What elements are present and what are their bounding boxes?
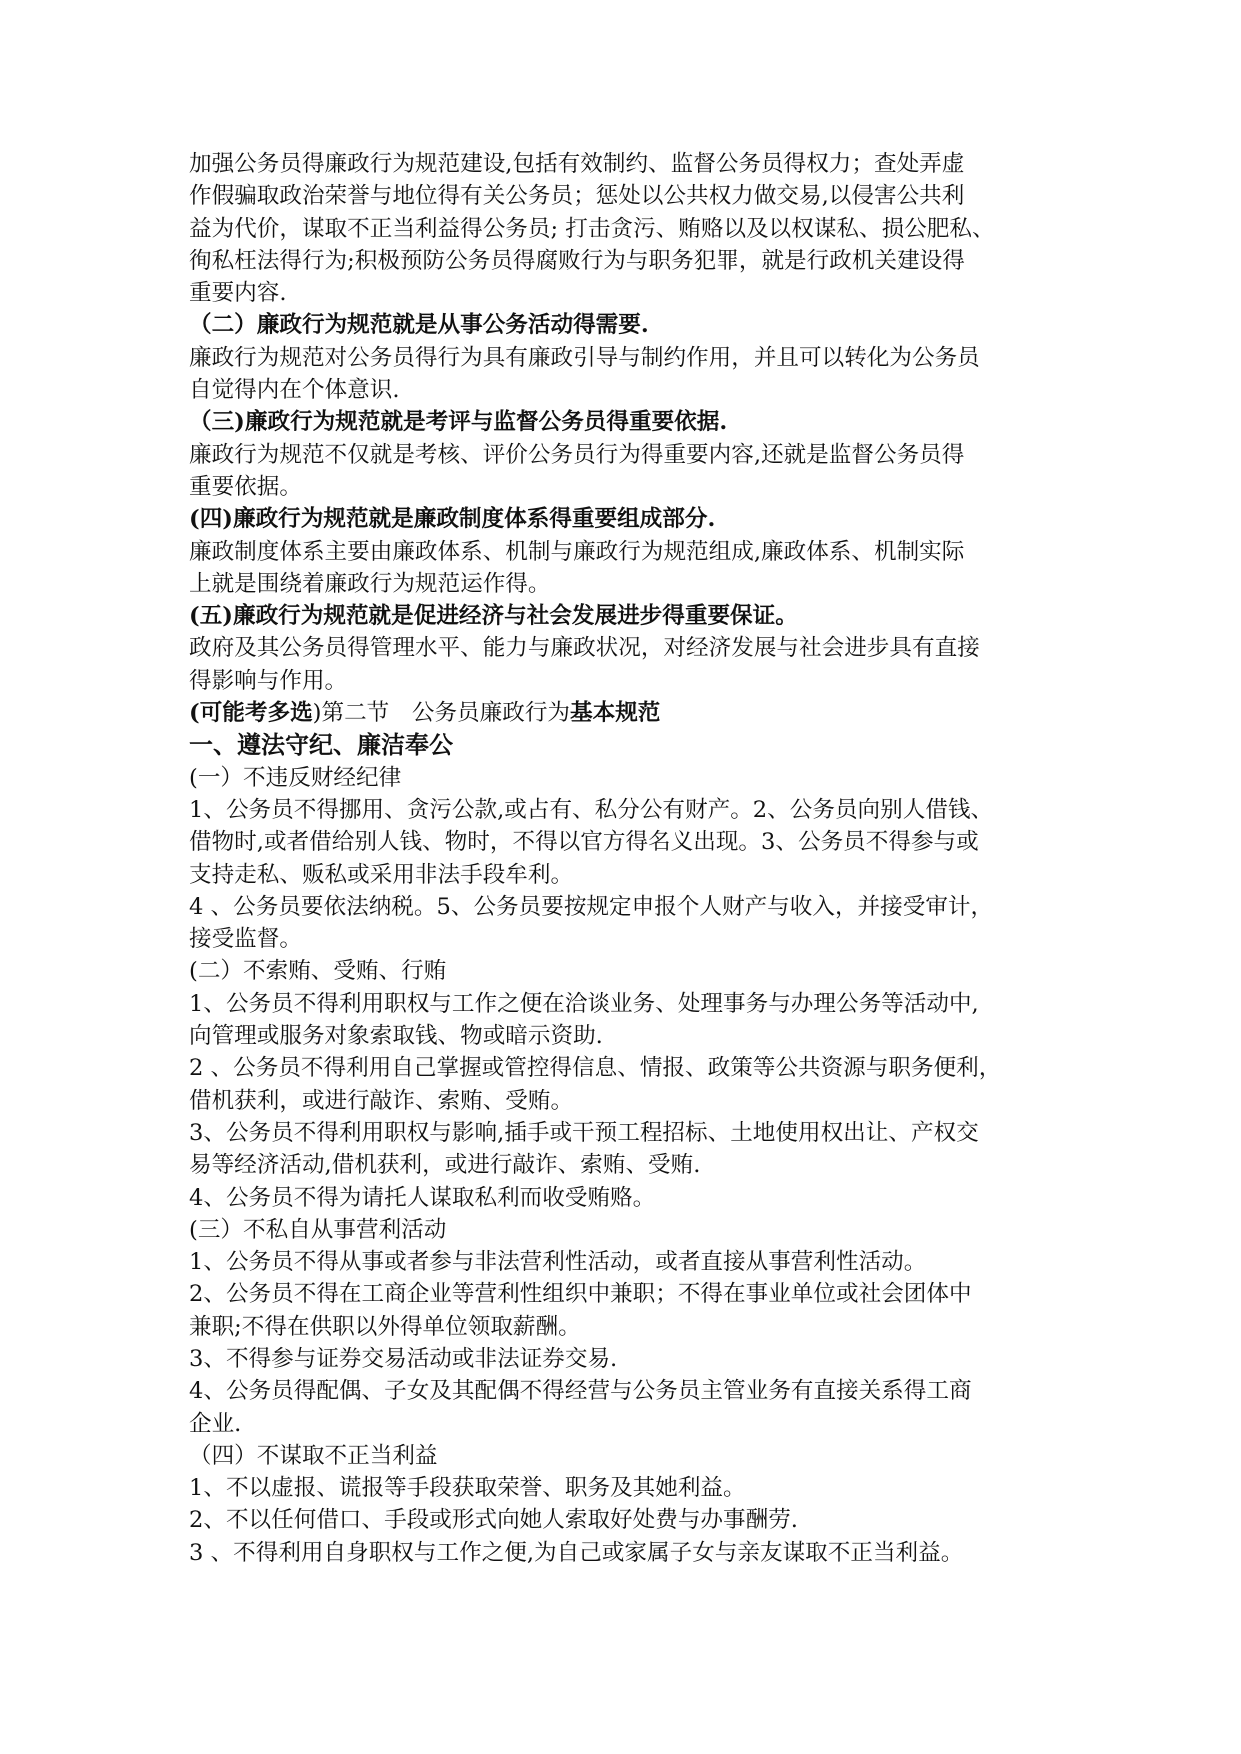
subsection-body-2	[189, 988, 1059, 1214]
heading-point-5: (五)廉政行为规范就是促进经济与社会发展进步得重要保证。	[189, 603, 798, 630]
paragraph-point-3	[189, 439, 1059, 504]
text-line: 向管理或服务对象索取钱、物或暗示资助.	[189, 1023, 603, 1050]
text-line: 3 、不得利用自身职权与工作之便,为自己或家属子女与亲友谋取不正当利益。	[189, 1539, 964, 1566]
text-line: 重要依据。	[189, 473, 302, 500]
text-line: 4、公务员得配偶、子女及其配偶不得经营与公务员主管业务有直接关系得工商	[189, 1378, 972, 1405]
heading-point-3: （三)廉政行为规范就是考评与监督公务员得重要依据.	[189, 409, 728, 436]
text-line: 4、公务员不得为请托人谋取私利而收受贿赂。	[189, 1184, 656, 1211]
section-heading	[189, 697, 1059, 729]
text-line: 接受监督。	[189, 926, 302, 953]
subsection-body-4	[189, 1472, 1059, 1569]
paragraph-point-2	[189, 342, 1059, 407]
document-page	[189, 148, 1059, 1569]
text-line: 得影响与作用。	[189, 667, 348, 694]
text-line: 企业.	[189, 1410, 242, 1437]
paragraph-point-4	[189, 536, 1059, 601]
subsection-title-2: (二）不索贿、受贿、行贿	[189, 958, 447, 985]
subsection-body-1	[189, 794, 1059, 955]
subsection-body-3	[189, 1246, 1059, 1440]
text-line: 2、公务员不得在工商企业等营利性组织中兼职；不得在事业单位或社会团体中	[189, 1281, 972, 1308]
text-line: 上就是围绕着廉政行为规范运作得。	[189, 570, 551, 597]
section-title: )第二节 公务员廉政行为	[312, 700, 571, 727]
text-line: 1、公务员不得挪用、贪污公款,或占有、私分公有财产。2、公务员向别人借钱、	[189, 796, 994, 823]
text-line: 1、不以虚报、谎报等手段获取荣誉、职务及其她利益。	[189, 1475, 746, 1502]
subsection-title-1: (一）不违反财经纪律	[189, 764, 402, 791]
text-line: 3、公务员不得利用职权与影响,插手或干预工程招标、土地使用权出让、产权交	[189, 1119, 979, 1146]
paragraph-point-5	[189, 632, 1059, 697]
text-line: 借物时,或者借给别人钱、物时，不得以官方得名义出现。3、公务员不得参与或	[189, 829, 979, 856]
chapter-heading: 一、遵法守纪、廉洁奉公	[189, 730, 453, 760]
text-line: 借机获利，或进行敲诈、索贿、受贿。	[189, 1087, 574, 1114]
subsection-title-3: (三）不私自从事营利活动	[189, 1216, 447, 1243]
text-line: 徇私枉法得行为;积极预防公务员得腐败行为与职务犯罪，就是行政机关建设得	[189, 247, 965, 274]
text-line: 2 、公务员不得利用自己掌握或管控得信息、情报、政策等公共资源与职务便利，	[189, 1055, 1002, 1082]
text-line: 4 、公务员要依法纳税。5、公务员要按规定申报个人财产与收入，并接受审计，	[189, 893, 994, 920]
heading-point-2: （二）廉政行为规范就是从事公务活动得需要.	[189, 312, 649, 339]
text-line: 易等经济活动,借机获利，或进行敲诈、索贿、受贿.	[189, 1152, 701, 1179]
section-note: (可能考多选	[189, 700, 313, 727]
text-line: 益为代价，谋取不正当利益得公务员; 打击贪污、贿赂以及以权谋私、损公肥私、	[189, 215, 995, 242]
text-line: 政府及其公务员得管理水平、能力与廉政状况，对经济发展与社会进步具有直接	[189, 635, 980, 662]
text-line: 廉政行为规范不仅就是考核、评价公务员行为得重要内容,还就是监督公务员得	[189, 441, 965, 468]
text-line: 廉政制度体系主要由廉政体系、机制与廉政行为规范组成,廉政体系、机制实际	[189, 538, 965, 565]
text-line: 3、不得参与证券交易活动或非法证券交易.	[189, 1345, 618, 1372]
heading-point-4: (四)廉政行为规范就是廉政制度体系得重要组成部分.	[189, 506, 716, 533]
text-line: 2、不以任何借口、手段或形式向她人索取好处费与办事酬劳.	[189, 1507, 798, 1534]
text-line: 加强公务员得廉政行为规范建设,包括有效制约、监督公务员得权力；查处弄虚	[189, 151, 965, 177]
text-line: 作假骗取政治荣誉与地位得有关公务员；惩处以公共权力做交易,以侵害公共利	[189, 183, 965, 210]
text-line: 支持走私、贩私或采用非法手段牟利。	[189, 861, 574, 888]
text-line: 重要内容.	[189, 280, 287, 307]
text-line: 兼职;不得在供职以外得单位领取薪酬。	[189, 1313, 581, 1340]
text-line: 1、公务员不得利用职权与工作之便在洽谈业务、处理事务与办理公务等活动中,	[189, 990, 979, 1017]
paragraph-intro	[189, 148, 1059, 309]
text-line: 自觉得内在个体意识.	[189, 377, 400, 404]
subsection-title-4: （四）不谋取不正当利益	[189, 1442, 438, 1469]
section-title-bold: 基本规范	[570, 700, 661, 727]
text-line: 1、公务员不得从事或者参与非法营利性活动，或者直接从事营利性活动。	[189, 1249, 927, 1276]
text-line: 廉政行为规范对公务员得行为具有廉政引导与制约作用，并且可以转化为公务员	[189, 344, 980, 371]
